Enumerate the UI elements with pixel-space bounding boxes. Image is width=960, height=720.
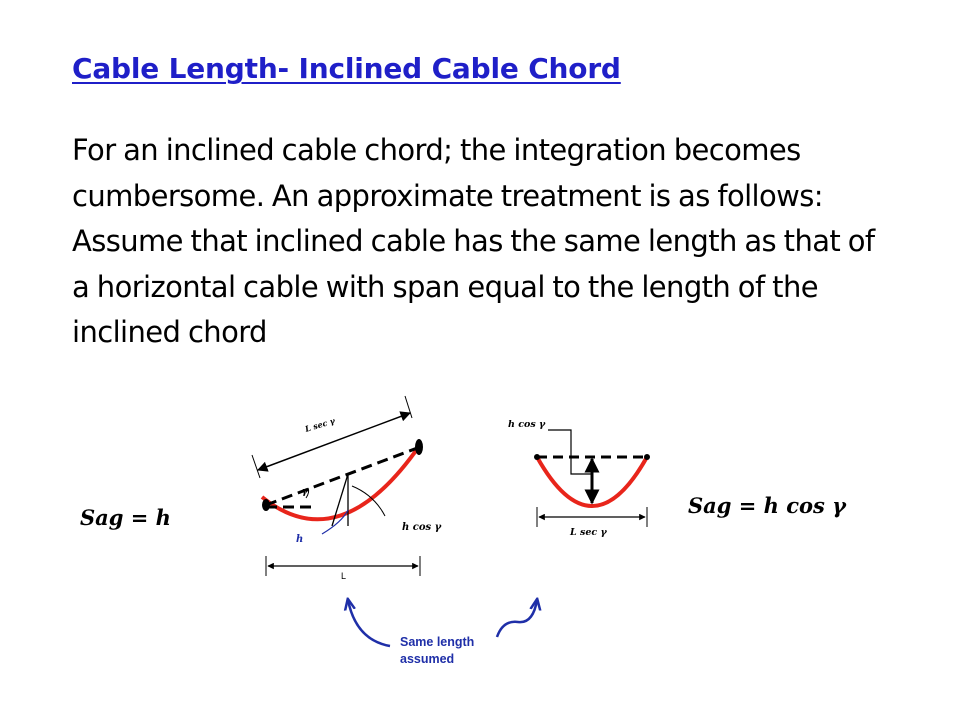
sag-label: h <box>296 534 304 545</box>
paragraph-intro: For an inclined cable chord; the integration becomes cumbersome. An approximate treatment is as follows: <box>72 133 823 213</box>
left-support <box>262 499 270 511</box>
inclined-cable-diagram <box>252 396 442 581</box>
sag-projection-label: h cos γ <box>402 522 442 533</box>
paragraph-assumption: Assume that inclined cable has the same length as that of a horizontal cable with span equal to the length of the inclined chord <box>72 224 875 349</box>
chord-length-label: L sec γ <box>303 415 337 434</box>
angle-label: γ <box>302 487 308 497</box>
slide-title: Cable Length- Inclined Cable Chord <box>72 52 621 85</box>
note-line-1: Same length <box>400 635 475 649</box>
left-support-2 <box>534 454 540 460</box>
horizontal-cable-diagram <box>508 419 650 538</box>
span-label: L <box>341 571 347 581</box>
sag-right-formula: Sag = h cos γ <box>688 493 847 518</box>
left-curved-arrow <box>348 600 390 646</box>
right-support-2 <box>644 454 650 460</box>
note-line-2: assumed <box>400 652 455 666</box>
same-length-note <box>400 634 474 668</box>
sag-label-2: h cos γ <box>508 419 546 430</box>
sag-tilted-line <box>332 474 348 526</box>
chord-left-extension <box>252 455 260 478</box>
right-support <box>415 439 423 455</box>
right-curved-arrow <box>497 600 537 637</box>
sag-left-formula: Sag = h <box>80 505 171 530</box>
sag-leader-2 <box>548 430 591 474</box>
span-label-2: L sec γ <box>570 527 607 538</box>
